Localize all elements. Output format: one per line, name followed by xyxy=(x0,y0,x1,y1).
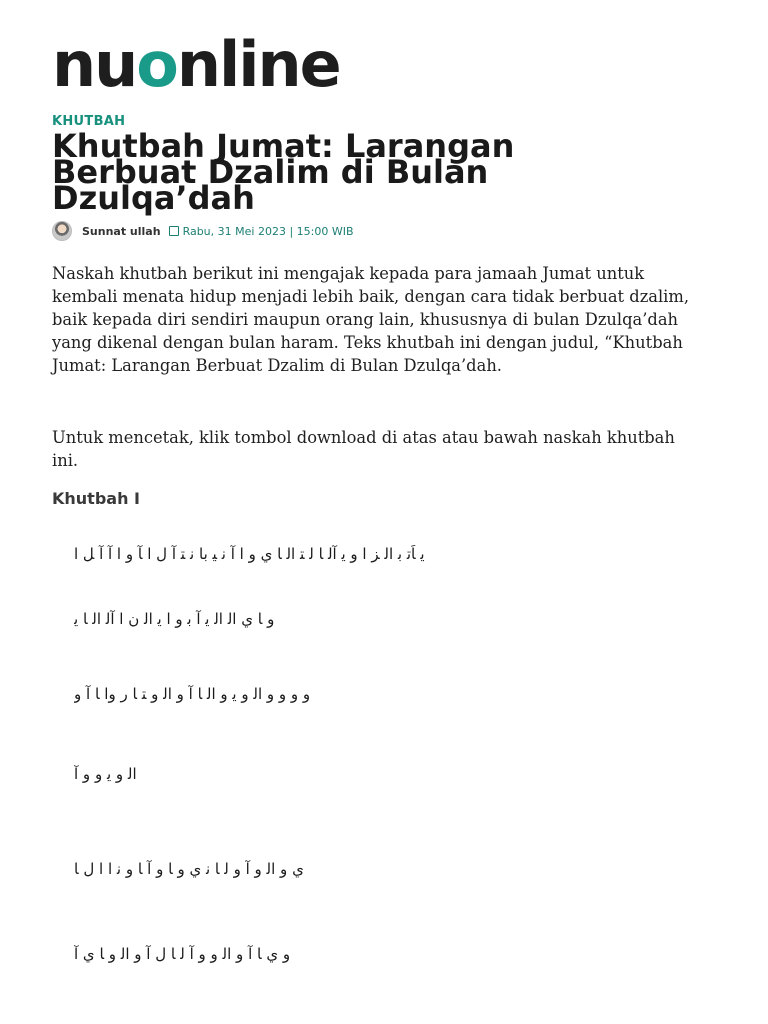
section-heading-khutbah-1: Khutbah I xyxy=(52,489,140,508)
article-meta xyxy=(52,220,354,242)
article-category[interactable]: KHUTBAH xyxy=(52,114,126,129)
author-name[interactable]: Sunnat ullah xyxy=(82,224,161,238)
intro-paragraph: Naskah khutbah berikut ini mengajak kepada para jamaah Jumat untuk kembali menata hidup menjadi lebih baik, dengan cara tidak berbuat dzalim, baik kepada diri sendiri maupun orang lain, khususnya di bulan Dzulqa’dah yang dikenal dengan bulan haram. Teks khutbah ini dengan judul, “Khutbah Jumat: Larangan Berbuat Dzalim di Bulan Dzulqa’dah. xyxy=(52,264,690,375)
arabic-line: ﻱ ﻭ ﺍﻟ ﻭ ﺁ ﻭ ﻟ ﺎ ﻧ ﻱ ﻭ ﺎ ﻭ ﺁ ﺎ ﻭ ﻧ ﺍ ﺍ ﻝ ﺎ xyxy=(74,860,304,878)
logo-prefix: nu xyxy=(52,28,137,101)
calendar-icon xyxy=(169,226,179,236)
logo-mid: o xyxy=(136,28,177,101)
arabic-line: ﺍﻟ ﻭ ﻳ ﻭ ﻭ ﺁ xyxy=(74,765,137,783)
author-avatar[interactable] xyxy=(52,221,72,241)
arabic-line: ﻳ ﺎَﺗ ﺑ ﺍﻟ ﺰ ﺍ ﻭ ﻳ ﺁﻟ ﺎ ﻟ ﺘ ﺍﻟ ﺎ ﻱ ﻭ ﺍ ﺁ ﻧ ﻴ ﺑﺎ ﻧ ﺘ ﺁ ﻝ ﺍ ﺂ ﻭ ﺍ ﺁ ﺁ ﻞ ﺍ xyxy=(74,545,425,563)
logo-suffix: nline xyxy=(176,28,340,101)
publish-date-text: Rabu, 31 Mei 2023 | 15:00 WIB xyxy=(182,224,354,238)
arabic-line: ﻭ ﻱ ﺎ ﺁ ﻭ ﺍﻟ ﻭ ﻭ ﺁ ﻟ ﺎ ﻝ ﺁ ﻭ ﺍﻟ ﻭ ﺎ ﻱ ﺁ xyxy=(74,945,291,963)
nu-online-logo[interactable] xyxy=(52,30,340,100)
publish-date xyxy=(169,225,354,238)
print-instruction-paragraph: Untuk mencetak, klik tombol download di atas atau bawah naskah khutbah ini. xyxy=(52,428,675,470)
arabic-line: ﻭ ﺎ ﻱ ﺍﻟ ﺍﻟ ﻳ ﺁ ﺑ ﻭ ﺍ ﻳ ﺍﻟ ﻥ ﺍ ﺁﻟ ﺍﻟ ﺎ ﻳ xyxy=(74,610,275,628)
arabic-line: ﻭ ﻭ ﻭ ﻭ ﺍﻟ ﻭ ﻳ ﻭ ﺍﻟ ﺎ ﺁ ﻭ ﺍﻟ ﻭ ﺘ ﺎ ﺭ ﻭﺍ ﺎ ﺁ ﻭ xyxy=(74,685,311,703)
logo-wordmark xyxy=(52,30,340,100)
article-title: Khutbah Jumat: Larangan Berbuat Dzalim di Bulan Dzulqa’dah xyxy=(52,127,515,217)
